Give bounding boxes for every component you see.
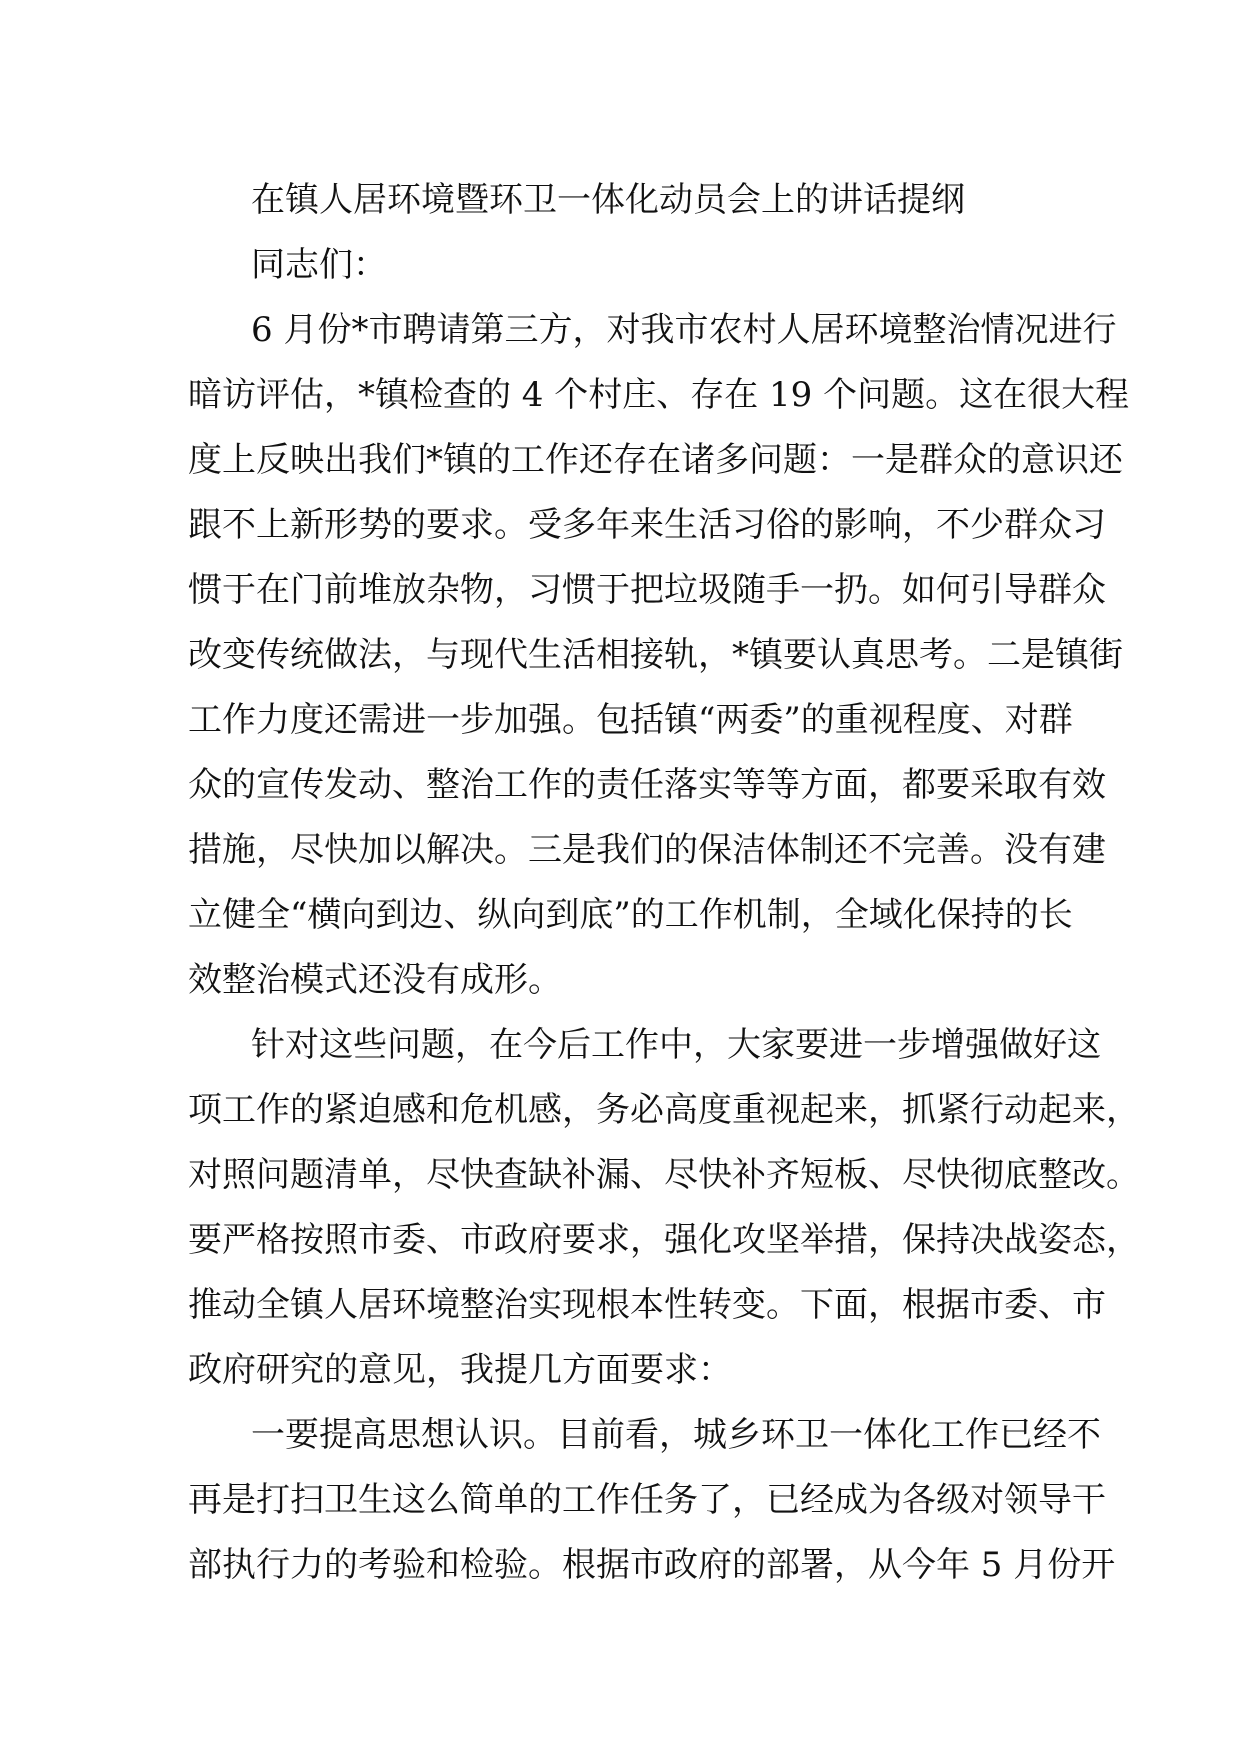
paragraph-1-line: 立健全“横向到边、纵向到底”的工作机制，全域化保持的长 bbox=[188, 895, 1073, 935]
paragraph-2-line: 要严格按照市委、市政府要求，强化攻坚举措，保持决战姿态， bbox=[188, 1220, 1140, 1260]
paragraph-1-line: 6 月份*市聘请第三方，对我市农村人居环境整治情况进行 bbox=[251, 310, 1117, 350]
paragraph-1-line: 暗访评估，*镇检查的 4 个村庄、存在 19 个问题。这在很大程 bbox=[188, 375, 1130, 415]
document-body bbox=[188, 168, 1140, 1598]
paragraph-3-line: 部执行力的考验和检验。根据市政府的部署，从今年 5 月份开 bbox=[188, 1545, 1116, 1585]
paragraph-1-line: 跟不上新形势的要求。受多年来生活习俗的影响，不少群众习 bbox=[188, 505, 1106, 545]
paragraph-1-line: 惯于在门前堆放杂物，习惯于把垃圾随手一扔。如何引导群众 bbox=[188, 570, 1106, 610]
paragraph-3-line: 一要提高思想认识。目前看，城乡环卫一体化工作已经不 bbox=[251, 1415, 1101, 1455]
paragraph-3-line: 再是打扫卫生这么简单的工作任务了，已经成为各级对领导干 bbox=[188, 1480, 1106, 1520]
salutation: 同志们： bbox=[251, 245, 387, 285]
paragraph-1-line: 众的宣传发动、整治工作的责任落实等等方面，都要采取有效 bbox=[188, 765, 1106, 805]
paragraph-2-line: 政府研究的意见，我提几方面要求： bbox=[188, 1350, 732, 1390]
paragraph-1-line: 措施，尽快加以解决。三是我们的保洁体制还不完善。没有建 bbox=[188, 830, 1106, 870]
paragraph-1-line: 度上反映出我们*镇的工作还存在诸多问题：一是群众的意识还 bbox=[188, 440, 1123, 480]
paragraph-1-line: 改变传统做法，与现代生活相接轨，*镇要认真思考。二是镇街 bbox=[188, 635, 1123, 675]
paragraph-2-line: 针对这些问题，在今后工作中，大家要进一步增强做好这 bbox=[251, 1025, 1101, 1065]
document-title: 在镇人居环境暨环卫一体化动员会上的讲话提纲 bbox=[251, 180, 965, 220]
paragraph-2-line: 推动全镇人居环境整治实现根本性转变。下面，根据市委、市 bbox=[188, 1285, 1106, 1325]
paragraph-1-line: 效整治模式还没有成形。 bbox=[188, 960, 562, 1000]
paragraph-1-line: 工作力度还需进一步加强。包括镇“两委”的重视程度、对群 bbox=[188, 700, 1073, 740]
paragraph-2-line: 项工作的紧迫感和危机感，务必高度重视起来，抓紧行动起来， bbox=[188, 1090, 1140, 1130]
paragraph-2-line: 对照问题清单，尽快查缺补漏、尽快补齐短板、尽快彻底整改。 bbox=[188, 1155, 1140, 1195]
